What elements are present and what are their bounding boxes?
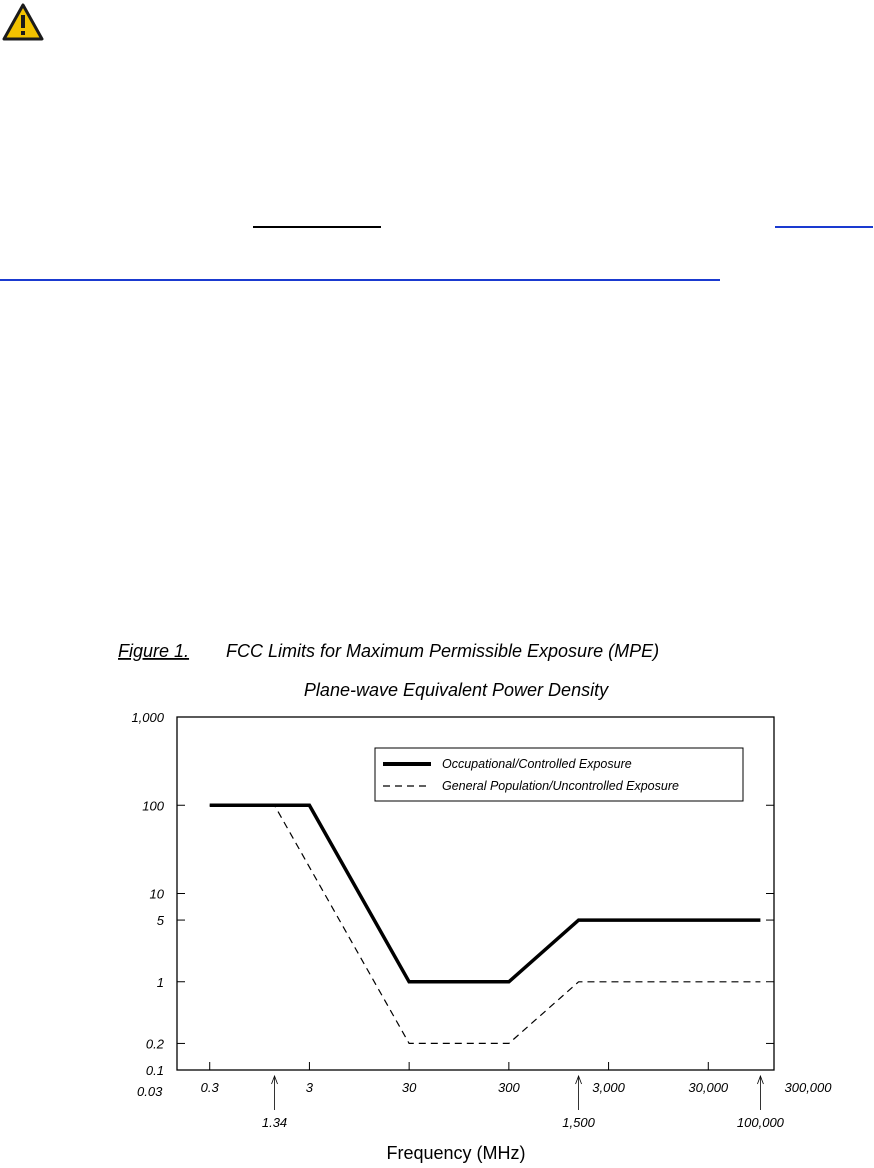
series-general-line — [210, 805, 761, 1043]
y-tick-label: 10 — [149, 886, 164, 902]
x-tick-label: 300 — [498, 1080, 520, 1095]
y-tick-label: 0.2 — [145, 1036, 164, 1052]
link-underline[interactable] — [775, 226, 873, 228]
x-tick-label: 30 — [401, 1080, 417, 1095]
legend-label-general: General Population/Uncontrolled Exposure — [442, 779, 679, 793]
x-tick-label: 0.03 — [137, 1084, 163, 1099]
chart-title: FCC Limits for Maximum Permissible Exposure (MPE) — [226, 641, 660, 661]
y-tick-label: 0.1 — [145, 1063, 164, 1078]
link-underline[interactable] — [0, 279, 720, 281]
y-tick-label: 100 — [142, 798, 164, 814]
x-axis-label: Frequency (MHz) — [386, 1143, 526, 1163]
warning-triangle-icon — [2, 2, 44, 42]
y-tick-label: 1,000 — [131, 710, 164, 725]
chart-subtitle: Plane-wave Equivalent Power Density — [303, 680, 609, 700]
legend-label-occupational: Occupational/Controlled Exposure — [442, 757, 632, 771]
x-tick-label: 3,000 — [592, 1080, 625, 1095]
x-tick-label: 30,000 — [688, 1080, 729, 1095]
annotation-label: 100,000 — [736, 1115, 784, 1130]
annotation-label: 1,500 — [562, 1115, 595, 1130]
figure-label: Figure 1. — [118, 641, 190, 661]
series-occupational-line — [210, 805, 761, 982]
x-tick-label: 300,000 — [784, 1080, 832, 1095]
legend-box — [375, 748, 743, 801]
annotation-label: 1.34 — [261, 1115, 288, 1130]
underline-rule — [253, 226, 381, 228]
x-tick-label: 0.3 — [200, 1080, 219, 1095]
mpe-chart — [0, 600, 874, 1168]
x-tick-label: 3 — [305, 1080, 314, 1095]
y-tick-label: 5 — [156, 913, 164, 929]
y-tick-label: 1 — [156, 974, 164, 990]
